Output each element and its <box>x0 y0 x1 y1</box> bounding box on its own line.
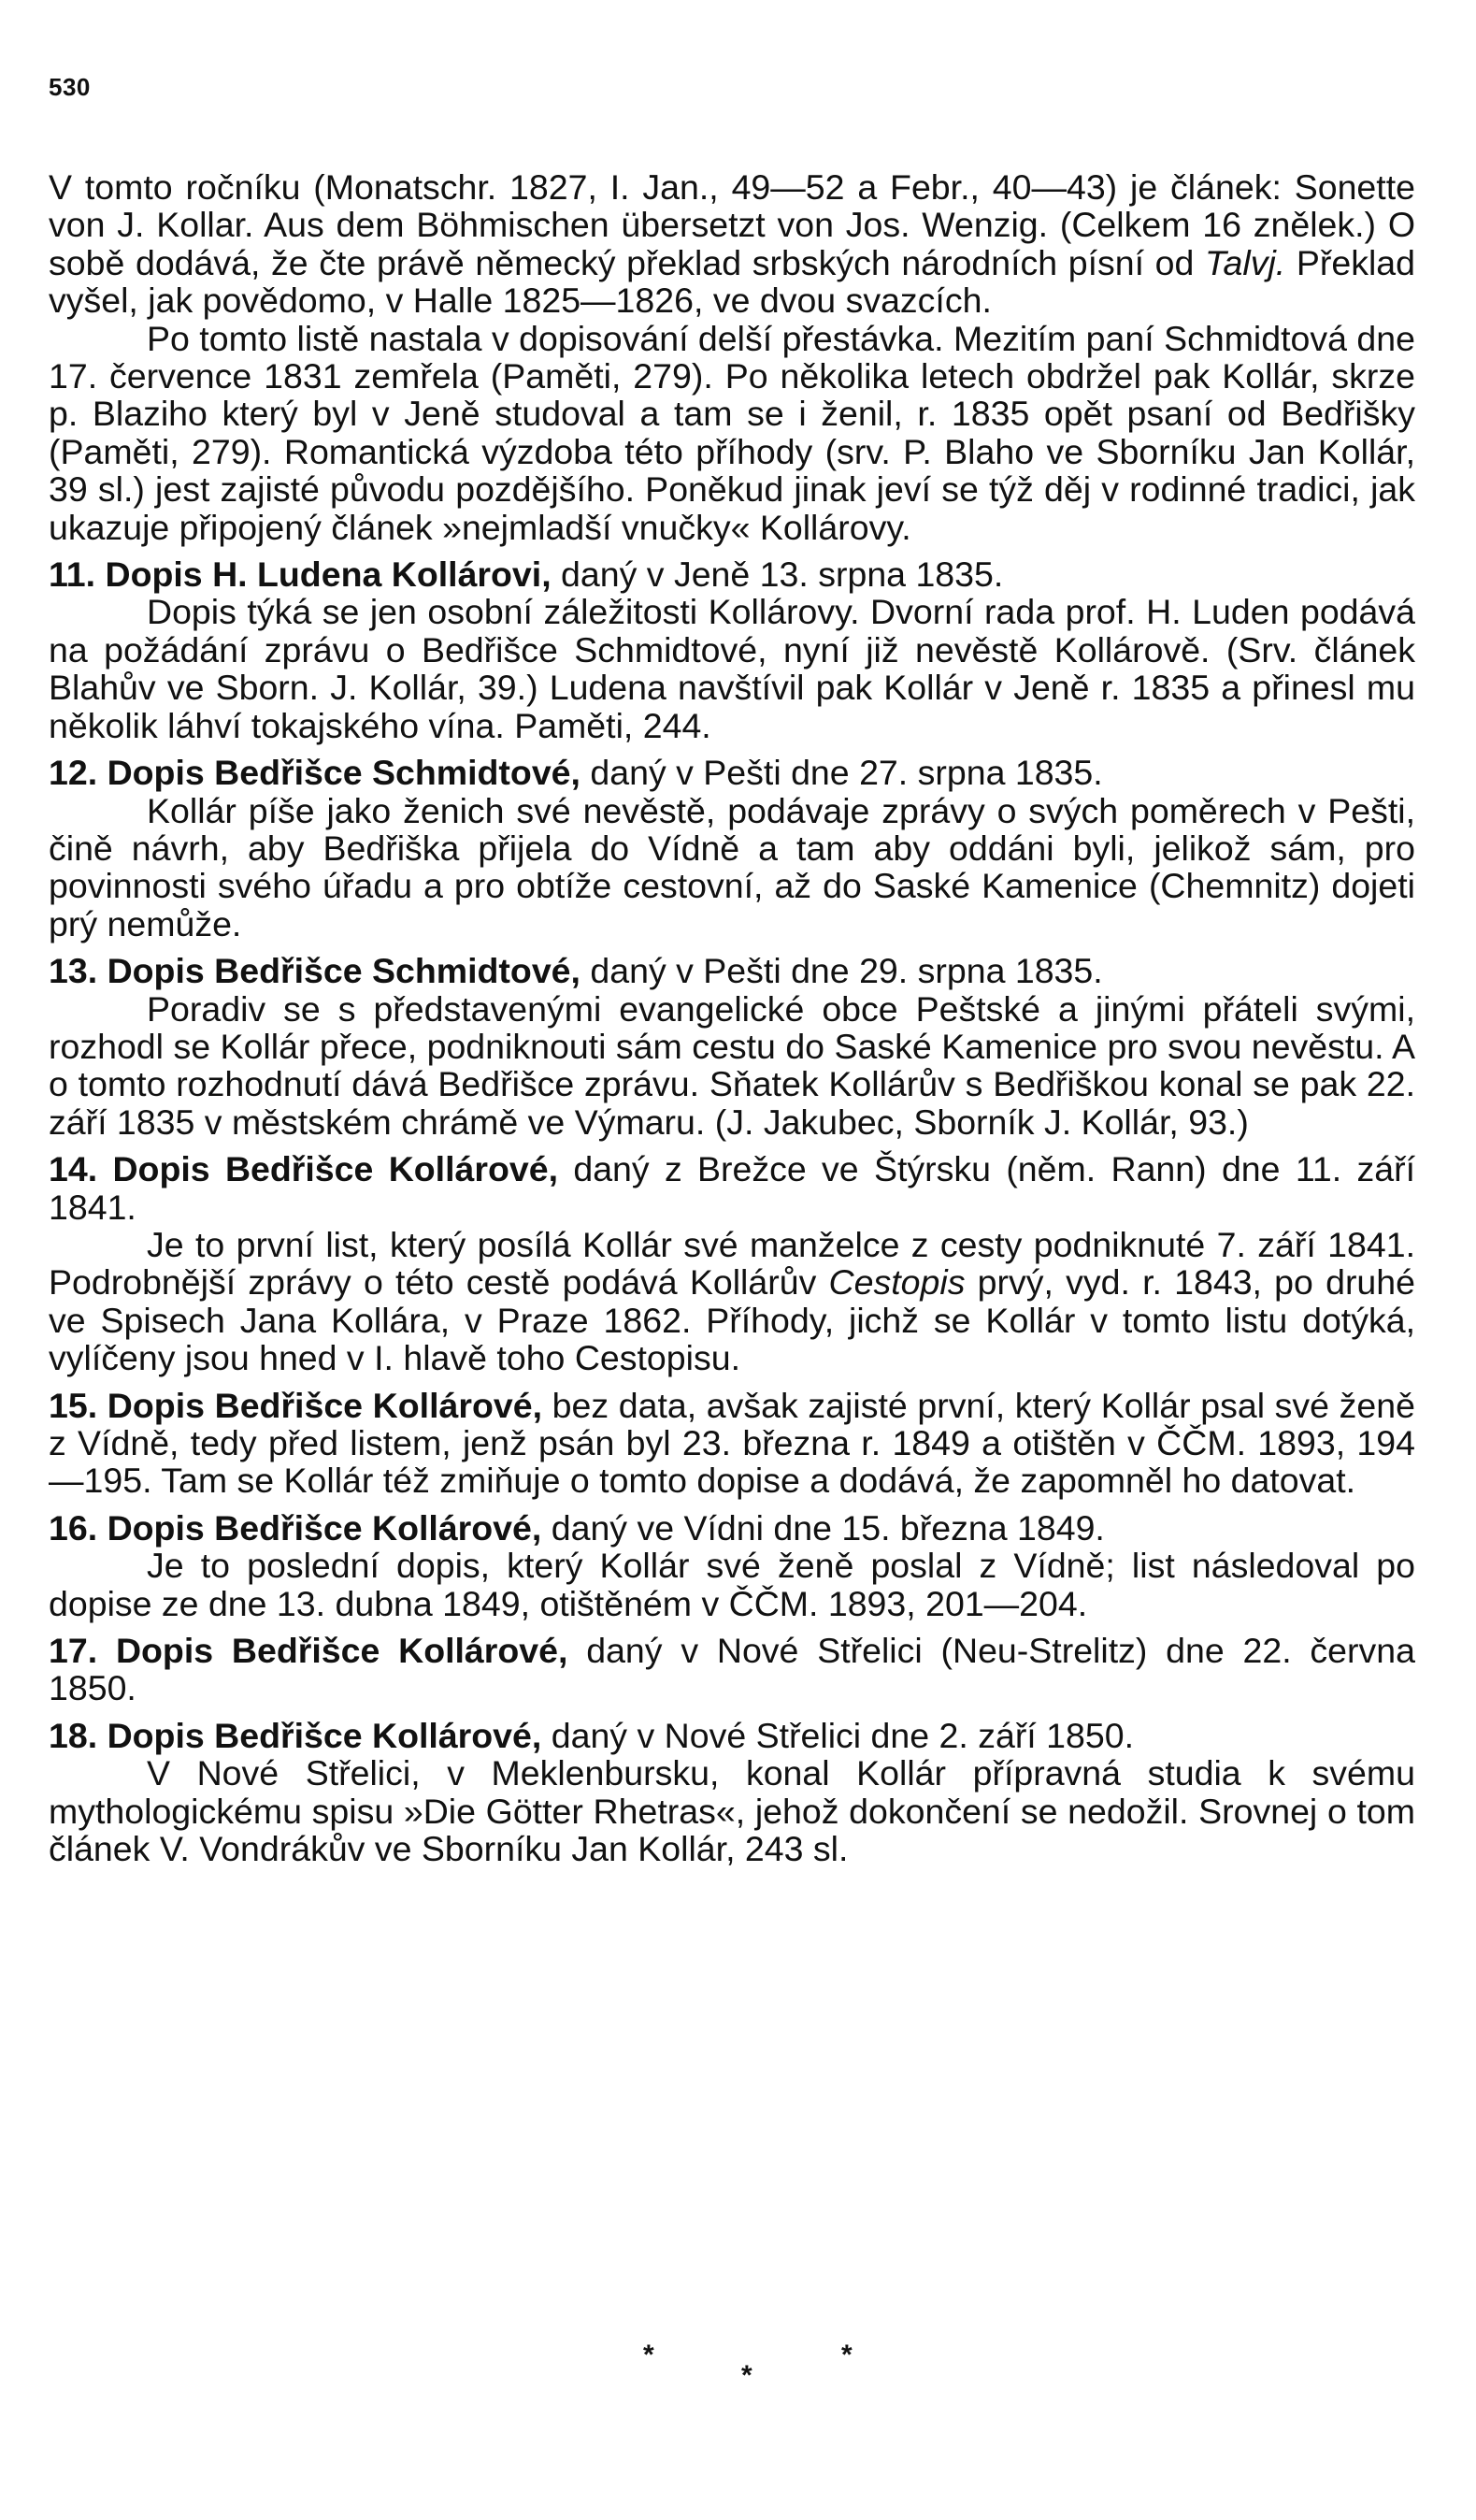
entry-heading-rest: daný v Nové Střelici dne 2. září 1850. <box>541 1715 1134 1755</box>
entry-number: 15. <box>49 1385 98 1425</box>
entry-heading-rest: bez data, avšak zajisté první, který Kollár psal své ženě z Vídně, tedy před listem, jenž psán byl 23. března r. 1849 a otištěn v ČČM. 1893, 194—195. Tam se Kollár též zmiňuje o tomto dopise a dodává, že zapomněl ho datovat. <box>49 1385 1415 1501</box>
intro-text: V tomto ročníku (Monatschr. 1827, I. Jan., 49—52 a Febr., 40—43) je článek: Sonette von J. Kollar. Aus dem Böhmischen übersetzt von Jos. Wenzig. (Celkem 16 znělek.) O sobě dodává, že čte právě německý překlad srbských národních písní od <box>49 167 1415 282</box>
entry-body-16: Je to poslední dopis, který Kollár své ženě poslal z Vídně; list následoval po dopise ze dne 13. dubna 1849, otištěném v ČČM. 1893, 201—204. <box>49 1546 1415 1623</box>
intro-text-end: Překlad vyšel, jak povědomo, v Halle 1825—1826, ve dvou svazcích. <box>49 242 1415 321</box>
entry-body-14 <box>49 1226 1415 1377</box>
entry-title: Dopis Bedřišce Kollárové, <box>112 1149 559 1189</box>
entry-heading-rest: daný v Pešti dne 29. srpna 1835. <box>580 951 1103 991</box>
entry-body-italic: Cestopis <box>828 1262 966 1303</box>
entry-heading-16 <box>49 1509 1415 1547</box>
entry-heading-15 <box>49 1387 1415 1500</box>
entry-body-text-end: prvý, vyd. r. 1843, po druhé ve Spisech Jana Kollára, v Praze 1862. Příhody, jichž se Kollár v tomto listu dotýká, vylíčeny jsou hned v I. hlavě toho Cestopisu. <box>49 1262 1415 1378</box>
entry-title: Dopis Bedřišce Schmidtové, <box>107 753 580 793</box>
entry-title: Dopis Bedřišce Schmidtové, <box>107 951 580 991</box>
entry-body-text: Je to první list, který posílá Kollár své manželce z cesty podniknuté 7. září 1841. Podrobnější zprávy o této cestě podává Kollárův <box>49 1224 1415 1303</box>
entry-heading-17 <box>49 1632 1415 1707</box>
entry-number: 14. <box>49 1149 98 1189</box>
entry-heading-18 <box>49 1717 1415 1754</box>
section-separator <box>0 2340 1476 2396</box>
entry-heading-rest: daný v Jeně 13. srpna 1835. <box>551 554 1004 595</box>
entry-title: Dopis H. Ludena Kollárovi, <box>105 554 552 595</box>
entry-body-11: Dopis týká se jen osobní záležitosti Kollárovy. Dvorní rada prof. H. Luden podává na požádání zprávu o Bedřišce Schmidtové, nyní již nevěstě Kollárově. (Srv. článek Blahův ve Sborn. J. Kollár, 39.) Ludena navštívil pak Kollár v Jeně r. 1835 a přinesl mu několik láhví tokajského vína. Paměti, 244. <box>49 592 1415 745</box>
entry-body-18: V Nové Střelici, v Meklenbursku, konal Kollár přípravná studia k svému mythologickému spisu »Die Götter Rhetras«, jehož dokončení se nedožil. Srovnej o tom článek V. Vondrákův ve Sborníku Jan Kollár, 243 sl. <box>49 1753 1415 1869</box>
entry-heading-rest: daný ve Vídni dne 15. března 1849. <box>541 1507 1105 1548</box>
entry-title: Dopis Bedřišce Kollárové, <box>115 1631 568 1671</box>
entry-heading-13 <box>49 952 1415 989</box>
entry-heading-rest: daný z Brežce ve Štýrsku (něm. Rann) dne 11. září 1841. <box>49 1149 1416 1227</box>
separator-star: * <box>841 2340 853 2370</box>
entry-number: 13. <box>49 951 98 991</box>
intro-italic: Talvj. <box>1205 242 1286 282</box>
intro-paragraph-2: Po tomto listě nastala v dopisování delší přestávka. Mezitím paní Schmidtová dne 17. července 1831 zemřela (Paměti, 279). Po několika letech obdržel pak Kollár, skrze p. Blaziho který byl v Jeně studoval a tam se i ženil, r. 1835 opět psaní od Bedřišky (Paměti, 279). Romantická výzdoba této příhody (srv. P. Blaho ve Sborníku Jan Kollár, 39 sl.) jest zajisté původu pozdějšího. Poněkud jinak jeví se týž děj v rodinné tradici, jak ukazuje připojený článek »nejmladší vnučky« Kollárovy. <box>49 318 1415 547</box>
entry-number: 16. <box>49 1507 98 1548</box>
intro-paragraph <box>49 168 1415 320</box>
entry-title: Dopis Bedřišce Kollárové, <box>107 1507 542 1548</box>
entry-heading-rest: daný v Nové Střelici (Neu-Strelitz) dne 22. června 1850. <box>49 1631 1415 1708</box>
separator-star: * <box>643 2340 654 2370</box>
entry-number: 11. <box>49 554 96 595</box>
document-body <box>49 168 1415 1867</box>
entry-title: Dopis Bedřišce Kollárové, <box>107 1385 542 1425</box>
entry-heading-rest: daný v Pešti dne 27. srpna 1835. <box>580 753 1103 793</box>
entry-number: 18. <box>49 1715 98 1755</box>
entry-body-13: Poradiv se s představenými evangelické obce Peštské a jinými přáteli svými, rozhodl se Kollár přece, podniknouti sám cestu do Saské Kamenice pro svou nevěstu. A o tomto rozhodnutí dává Bedřišce zprávu. Sňatek Kollárův s Bedřiškou konal se pak 22. září 1835 v městském chrámě ve Výmaru. (J. Jakubec, Sborník J. Kollár, 93.) <box>49 988 1415 1142</box>
entry-heading-11 <box>49 555 1415 593</box>
entry-body-12: Kollár píše jako ženich své nevěstě, podávaje zprávy o svých poměrech v Pešti, čině návrh, aby Bedřiška přijela do Vídně a tam aby oddáni byli, jelikož sám, pro povinnosti svého úřadu a pro obtíže cestovní, až do Saské Kamenice (Chemnitz) dojeti prý nemůže. <box>49 790 1415 943</box>
page-number: 530 <box>49 73 91 101</box>
separator-star: * <box>741 2360 752 2391</box>
entry-heading-12 <box>49 754 1415 791</box>
entry-title: Dopis Bedřišce Kollárové, <box>107 1715 542 1755</box>
entry-number: 12. <box>49 753 98 793</box>
entry-number: 17. <box>49 1631 98 1671</box>
entry-heading-14 <box>49 1150 1415 1226</box>
